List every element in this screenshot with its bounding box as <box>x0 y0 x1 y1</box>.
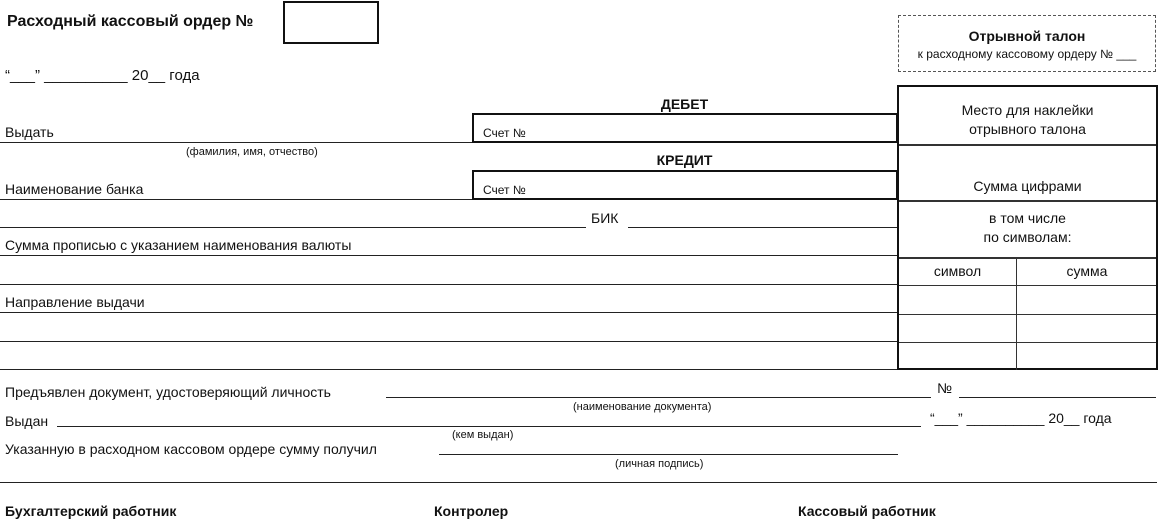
debit-heading: ДЕБЕТ <box>660 96 709 112</box>
document-title: Расходный кассовый ордер № <box>7 13 254 30</box>
table-divider-2 <box>899 200 1156 202</box>
direction-line-1[interactable] <box>0 312 898 313</box>
signature-line[interactable] <box>439 454 898 455</box>
tear-off-coupon <box>898 15 1156 72</box>
issued-by-caption: (кем выдан) <box>452 429 514 441</box>
amount-table <box>897 85 1158 370</box>
signature-caption: (личная подпись) <box>615 458 704 470</box>
issue-label: Выдать <box>5 124 54 140</box>
sticker-place-line2: отрывного талона <box>969 121 1086 137</box>
direction-label: Направление выдачи <box>5 294 145 310</box>
table-row-3 <box>899 342 1156 343</box>
amount-words-line-1[interactable] <box>0 255 898 256</box>
table-row-2 <box>899 314 1156 315</box>
table-divider-3 <box>899 257 1156 259</box>
bank-name-line-2[interactable] <box>0 227 586 228</box>
cashier-label: Кассовый работник <box>798 503 936 519</box>
debit-account-label: Счет № <box>483 126 526 140</box>
direction-line-3[interactable] <box>0 369 898 370</box>
doc-number-line[interactable] <box>959 397 1156 398</box>
bottom-divider <box>0 482 1157 483</box>
order-date: “___” __________ 20__ года <box>5 67 200 84</box>
incl-line2: по символам: <box>983 229 1072 245</box>
incl-line1: в том числе <box>989 210 1066 226</box>
doc-caption: (наименование документа) <box>573 401 712 413</box>
issued-label: Выдан <box>5 413 49 429</box>
bik-line[interactable] <box>628 227 898 228</box>
order-number-box[interactable] <box>283 1 379 44</box>
amount-words-label: Сумма прописью с указанием наименования валюты <box>5 237 352 253</box>
debit-account-box[interactable] <box>472 113 898 143</box>
fio-caption: (фамилия, имя, отчество) <box>186 146 318 158</box>
table-divider-1 <box>899 144 1156 146</box>
coupon-subtitle: к расходному кассовому ордеру № ___ <box>917 47 1137 61</box>
accountant-label: Бухгалтерский работник <box>5 503 177 519</box>
received-label: Указанную в расходном кассовом ордере сумму получил <box>5 441 377 457</box>
col-sum-header: сумма <box>1066 263 1108 279</box>
table-row-1 <box>899 285 1156 286</box>
doc-number-label: № <box>937 380 953 396</box>
credit-heading: КРЕДИТ <box>656 152 713 168</box>
col-symbol-header: символ <box>933 263 982 279</box>
coupon-title: Отрывной талон <box>968 28 1086 44</box>
doc-label: Предъявлен документ, удостоверяющий личность <box>5 384 331 400</box>
credit-account-label: Счет № <box>483 183 526 197</box>
controller-label: Контролер <box>434 503 509 519</box>
bank-label: Наименование банка <box>5 181 144 197</box>
amount-words-line-2[interactable] <box>0 284 898 285</box>
amount-digits-label: Сумма цифрами <box>973 178 1082 194</box>
bik-label: БИК <box>591 210 619 226</box>
issue-line[interactable] <box>0 142 472 143</box>
bank-line[interactable] <box>0 199 472 200</box>
credit-account-box[interactable] <box>472 170 898 200</box>
direction-line-2[interactable] <box>0 341 898 342</box>
sticker-place-line1: Место для наклейки <box>961 102 1094 118</box>
issued-by-line[interactable] <box>57 426 921 427</box>
issued-date: “___” __________ 20__ года <box>930 410 1112 426</box>
doc-name-line[interactable] <box>386 397 931 398</box>
